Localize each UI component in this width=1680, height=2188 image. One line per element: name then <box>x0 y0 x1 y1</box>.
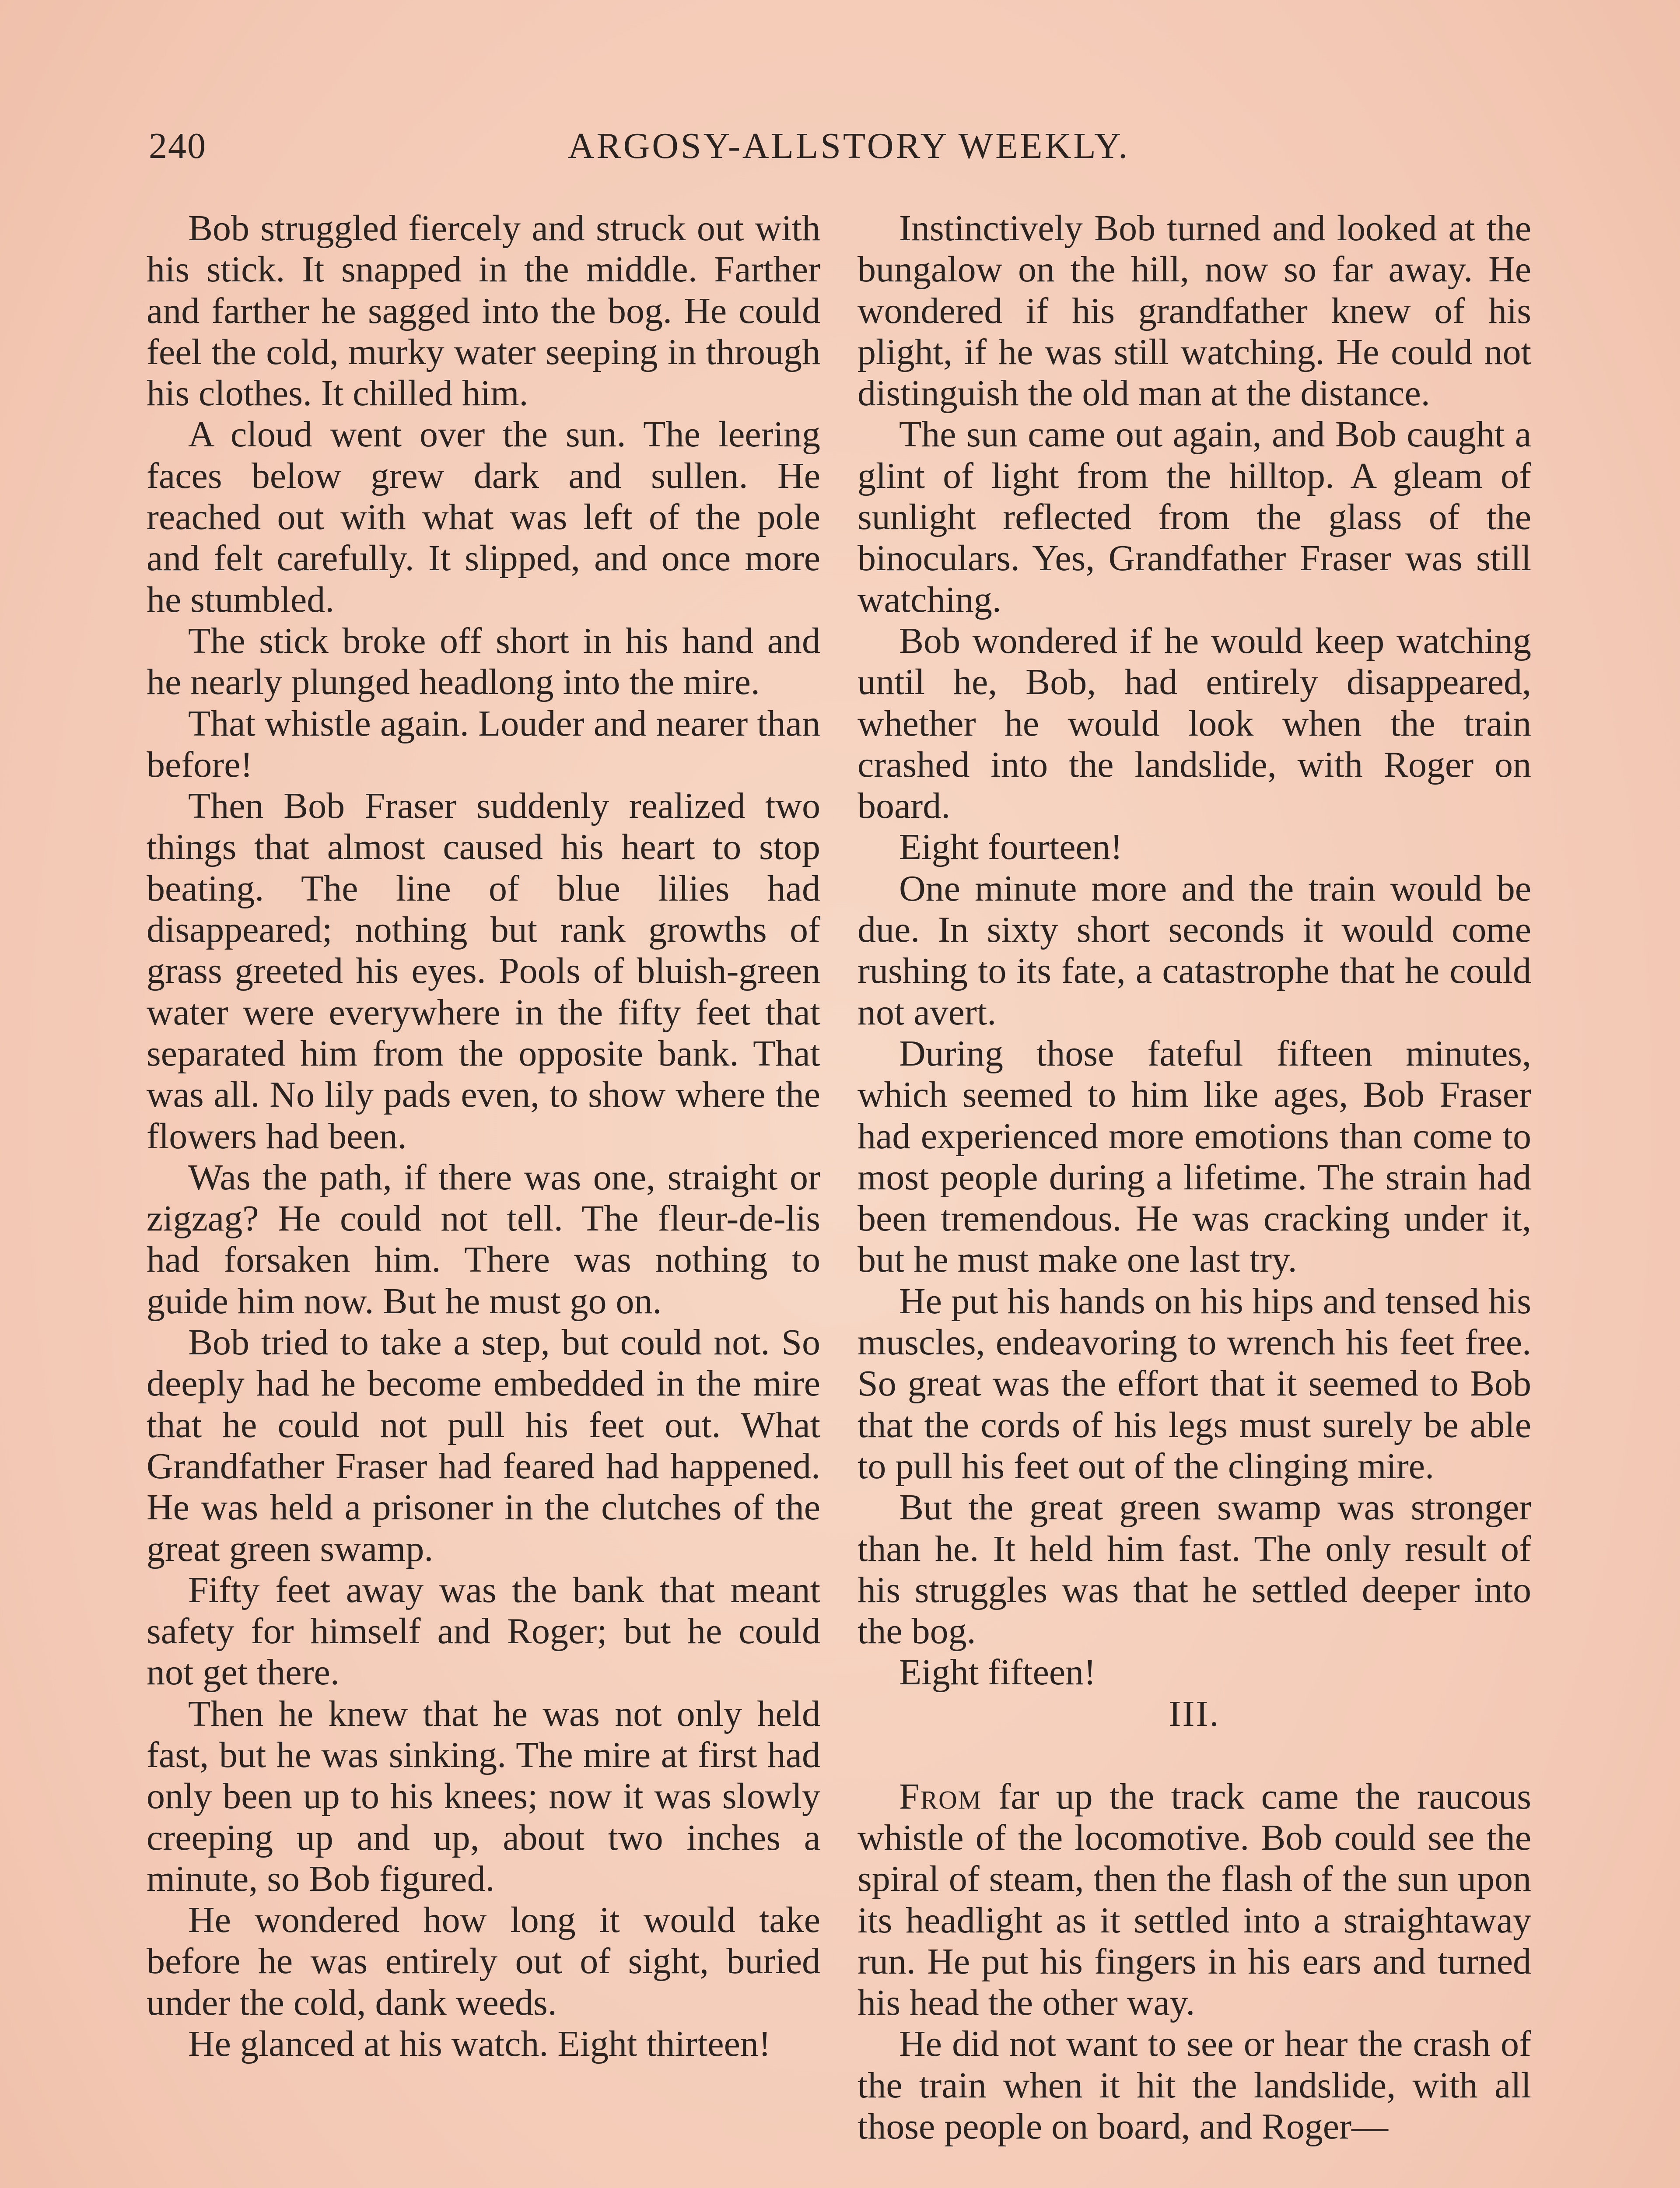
paragraph: The sun came out again, and Bob caught a glint of light from the hilltop. A gleam of sunlight reflected from the glass of the binoculars. Yes, Grandfather Fraser was still watching. <box>858 414 1531 620</box>
paragraph: Then he knew that he was not only held fast, but he was sinking. The mire at first had only been up to his knees; now it was slowly creeping up and up, about two inches a minute, so Bob figured. <box>147 1693 820 1899</box>
paragraph: Bob wondered if he would keep watching until he, Bob, had entirely disappeared, whether he would look when the train crashed into the landslide, with Roger on board. <box>858 620 1531 827</box>
paragraph: Bob struggled fiercely and struck out with his stick. It snapped in the middle. Farther and farther he sagged into the bog. He could feel the cold, murky water seeping in through his clothes. It chilled him. <box>147 208 820 414</box>
paragraph: Fifty feet away was the bank that meant safety for himself and Roger; but he could not get there. <box>147 1569 820 1693</box>
paragraph: Eight fourteen! <box>899 827 1123 868</box>
paragraph: One minute more and the train would be due. In sixty short seconds it would come rushing to its fate, a catastrophe that he could not avert. <box>858 868 1531 1033</box>
paragraph: Was the path, if there was one, straight or zigzag? He could not tell. The fleur-de-lis had forsaken him. There was nothing to guide him now. But he must go on. <box>147 1157 820 1322</box>
paragraph: Then Bob Fraser suddenly realized two things that almost caused his heart to stop beating. The line of blue lilies had disappeared; nothing but rank growths of grass greeted his eyes. Pools of bluish-green water were everywhere in the fifty feet that separated him from the opposite bank. That was all. No lily pads even, to show where the flowers had been. <box>147 785 820 1157</box>
page-number: 240 <box>149 126 206 166</box>
paragraph: That whistle again. Louder and nearer than before! <box>147 703 820 785</box>
chapter-first-word: From <box>899 1776 982 1817</box>
left-column <box>147 208 820 2065</box>
paragraph: He did not want to see or hear the crash of the train when it hit the landslide, with all those people on board, and Roger— <box>858 2023 1531 2147</box>
chapter-opening-text: far up the track came the raucous whistle of the locomotive. Bob could see the spiral of steam, then the flash of the sun upon its headlight as it settled into a straightaway run. He put his fingers in his ears and turned his head the other way. <box>858 1776 1531 2023</box>
paragraph: The stick broke off short in his hand and he nearly plunged headlong into the mire. <box>147 620 820 703</box>
chapter-heading: III. <box>1169 1693 1220 1734</box>
paragraph: He put his hands on his hips and tensed his muscles, endeavoring to wrench his feet free. So great was the effort that it seemed to Bob that the cords of his legs must surely be able to pull his feet out of the clinging mire. <box>858 1280 1531 1487</box>
paragraph: Eight fifteen! <box>899 1652 1096 1693</box>
page-header <box>149 125 1549 177</box>
paragraph: A cloud went over the sun. The leering faces below grew dark and sullen. He reached out with what was left of the pole and felt carefully. It slipped, and once more he stumbled. <box>147 414 820 620</box>
right-column <box>858 208 1531 2147</box>
chapter-opening-paragraph <box>858 1776 1531 2024</box>
paragraph: Bob tried to take a step, but could not. So deeply had he become embedded in the mire that he could not pull his feet out. What Grandfather Fraser had feared had happened. He was held a prisoner in the clutches of the great green swamp. <box>147 1322 820 1569</box>
paragraph: Instinctively Bob turned and looked at the bungalow on the hill, now so far away. He wondered if his grandfather knew of his plight, if he was still watching. He could not distinguish the old man at the distance. <box>858 208 1531 414</box>
running-title: ARGOSY-ALLSTORY WEEKLY. <box>567 126 1130 166</box>
paragraph: But the great green swamp was stronger than he. It held him fast. The only result of his struggles was that he settled deeper into the bog. <box>858 1487 1531 1652</box>
paragraph: He wondered how long it would take before he was entirely out of sight, buried under the cold, dank weeds. <box>147 1900 820 2023</box>
paragraph: He glanced at his watch. Eight thirteen! <box>188 2023 771 2065</box>
paragraph: During those fateful fifteen minutes, which seemed to him like ages, Bob Fraser had experienced more emotions than come to most people during a lifetime. The strain had been tremendous. He was cracking under it, but he must make one last try. <box>858 1033 1531 1280</box>
